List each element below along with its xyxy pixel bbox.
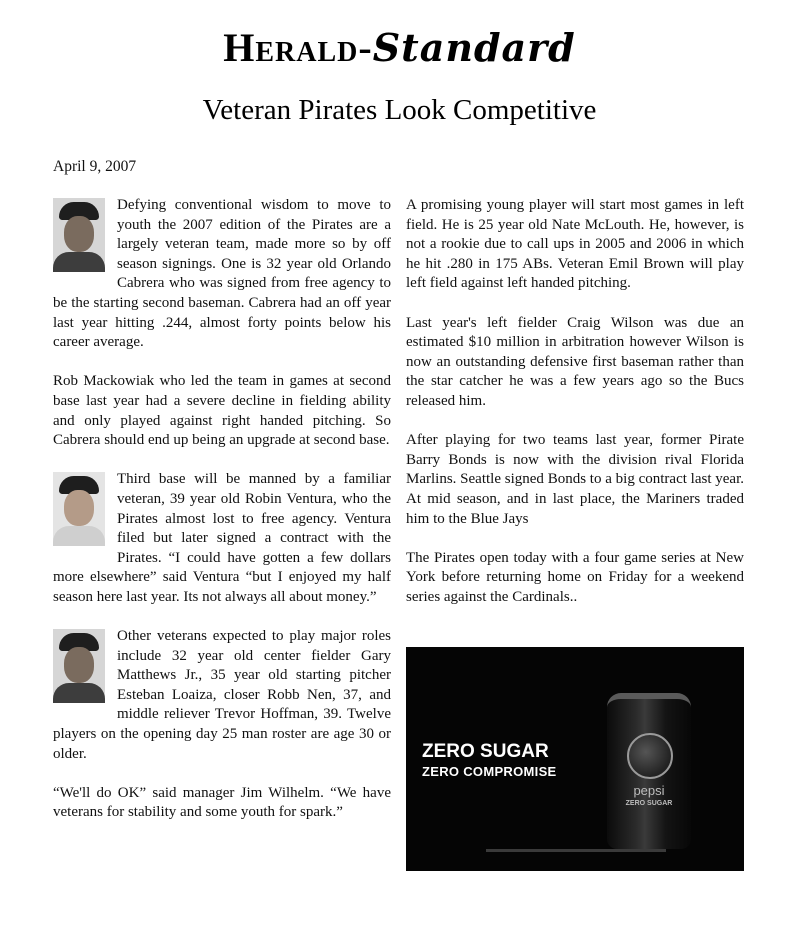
- right-column: [406, 196, 744, 627]
- player-photo: [53, 472, 105, 546]
- player-photo: [53, 629, 105, 703]
- paragraph: The Pirates open today with a four game series at New York before returning home on Friday for a weekend series against the Cardinals..: [406, 549, 744, 605]
- ad-brand: pepsi: [633, 783, 665, 798]
- paragraph: A promising young player will start most games in left field. He is 25 year old Nate McLouth. He, however, is not a rookie due to call ups in 2005 and 2006 in which he hit .280 in 175 ABs. Veteran Emil Brown will play left field against left handed pitching.: [406, 197, 744, 292]
- paragraph-text: Third base will be manned by a familiar veteran, 39 year old Robin Ventura, who the Pirates almost lost to free agency. Ventura filed but later signed a contract with the Pirates. “I could have gotten a few dollars more elsewhere” said Ventura “but I enjoyed my half season here last year. Its not always all about money.”: [53, 471, 391, 605]
- paragraph-text: Other veterans expected to play major roles include 32 year old center fielder Gary Matthews Jr., 35 year old starting pitcher Esteban Loaiza, closer Robb Nen, 37, and middle reliever Trevor Hoffman, 39. Twelve players on the opening day 25 man roster are age 30 or older.: [53, 628, 391, 762]
- player-photo: [53, 198, 105, 272]
- paragraph: Last year's left fielder Craig Wilson was due an estimated $10 million in arbitration however Wilson is now an outstanding defensive first baseman rather than the star catcher he was a few years ago so the Bucs released him.: [406, 314, 744, 409]
- masthead-part-herald: Herald-: [223, 25, 373, 70]
- left-column: [53, 196, 391, 843]
- paragraph: “We'll do OK” said manager Jim Wilhelm. “We have veterans for stability and some youth for spark.”: [53, 784, 391, 821]
- paragraph: [53, 470, 391, 607]
- paragraph: [53, 627, 391, 764]
- masthead-part-standard: Standard: [372, 25, 576, 70]
- ad-fine-print: [486, 849, 666, 852]
- ad-variant: ZERO SUGAR: [625, 800, 673, 807]
- paragraph: [53, 196, 391, 353]
- article-headline: Veteran Pirates Look Competitive: [202, 94, 597, 126]
- pepsi-advertisement[interactable]: [406, 647, 744, 871]
- ad-subheadline: ZERO COMPROMISE: [422, 764, 557, 779]
- paragraph-text: Defying conventional wisdom to move to youth the 2007 edition of the Pirates are a largely veteran team, made more so by off season signings. One is 32 year old Orlando Cabrera who was signed from free agency to be the starting second baseman. Cabrera had an off year last year hitting .244, almost forty points below his career average.: [53, 197, 391, 351]
- pepsi-logo-icon: [627, 733, 673, 779]
- paragraph: Rob Mackowiak who led the team in games at second base last year had a severe decline in fielding ability and only played against right handed pitching. So Cabrera should end up being an upgrade at second base.: [53, 373, 391, 449]
- paragraph: After playing for two teams last year, former Pirate Barry Bonds is now with the division rival Florida Marlins. Seattle signed Bonds to a big contract last year. At mid season, and in last place, the Mariners traded him to the Blue Jays: [406, 432, 744, 527]
- article-date: April 9, 2007: [53, 158, 137, 175]
- masthead: [0, 24, 799, 71]
- ad-headline: ZERO SUGAR: [422, 741, 549, 762]
